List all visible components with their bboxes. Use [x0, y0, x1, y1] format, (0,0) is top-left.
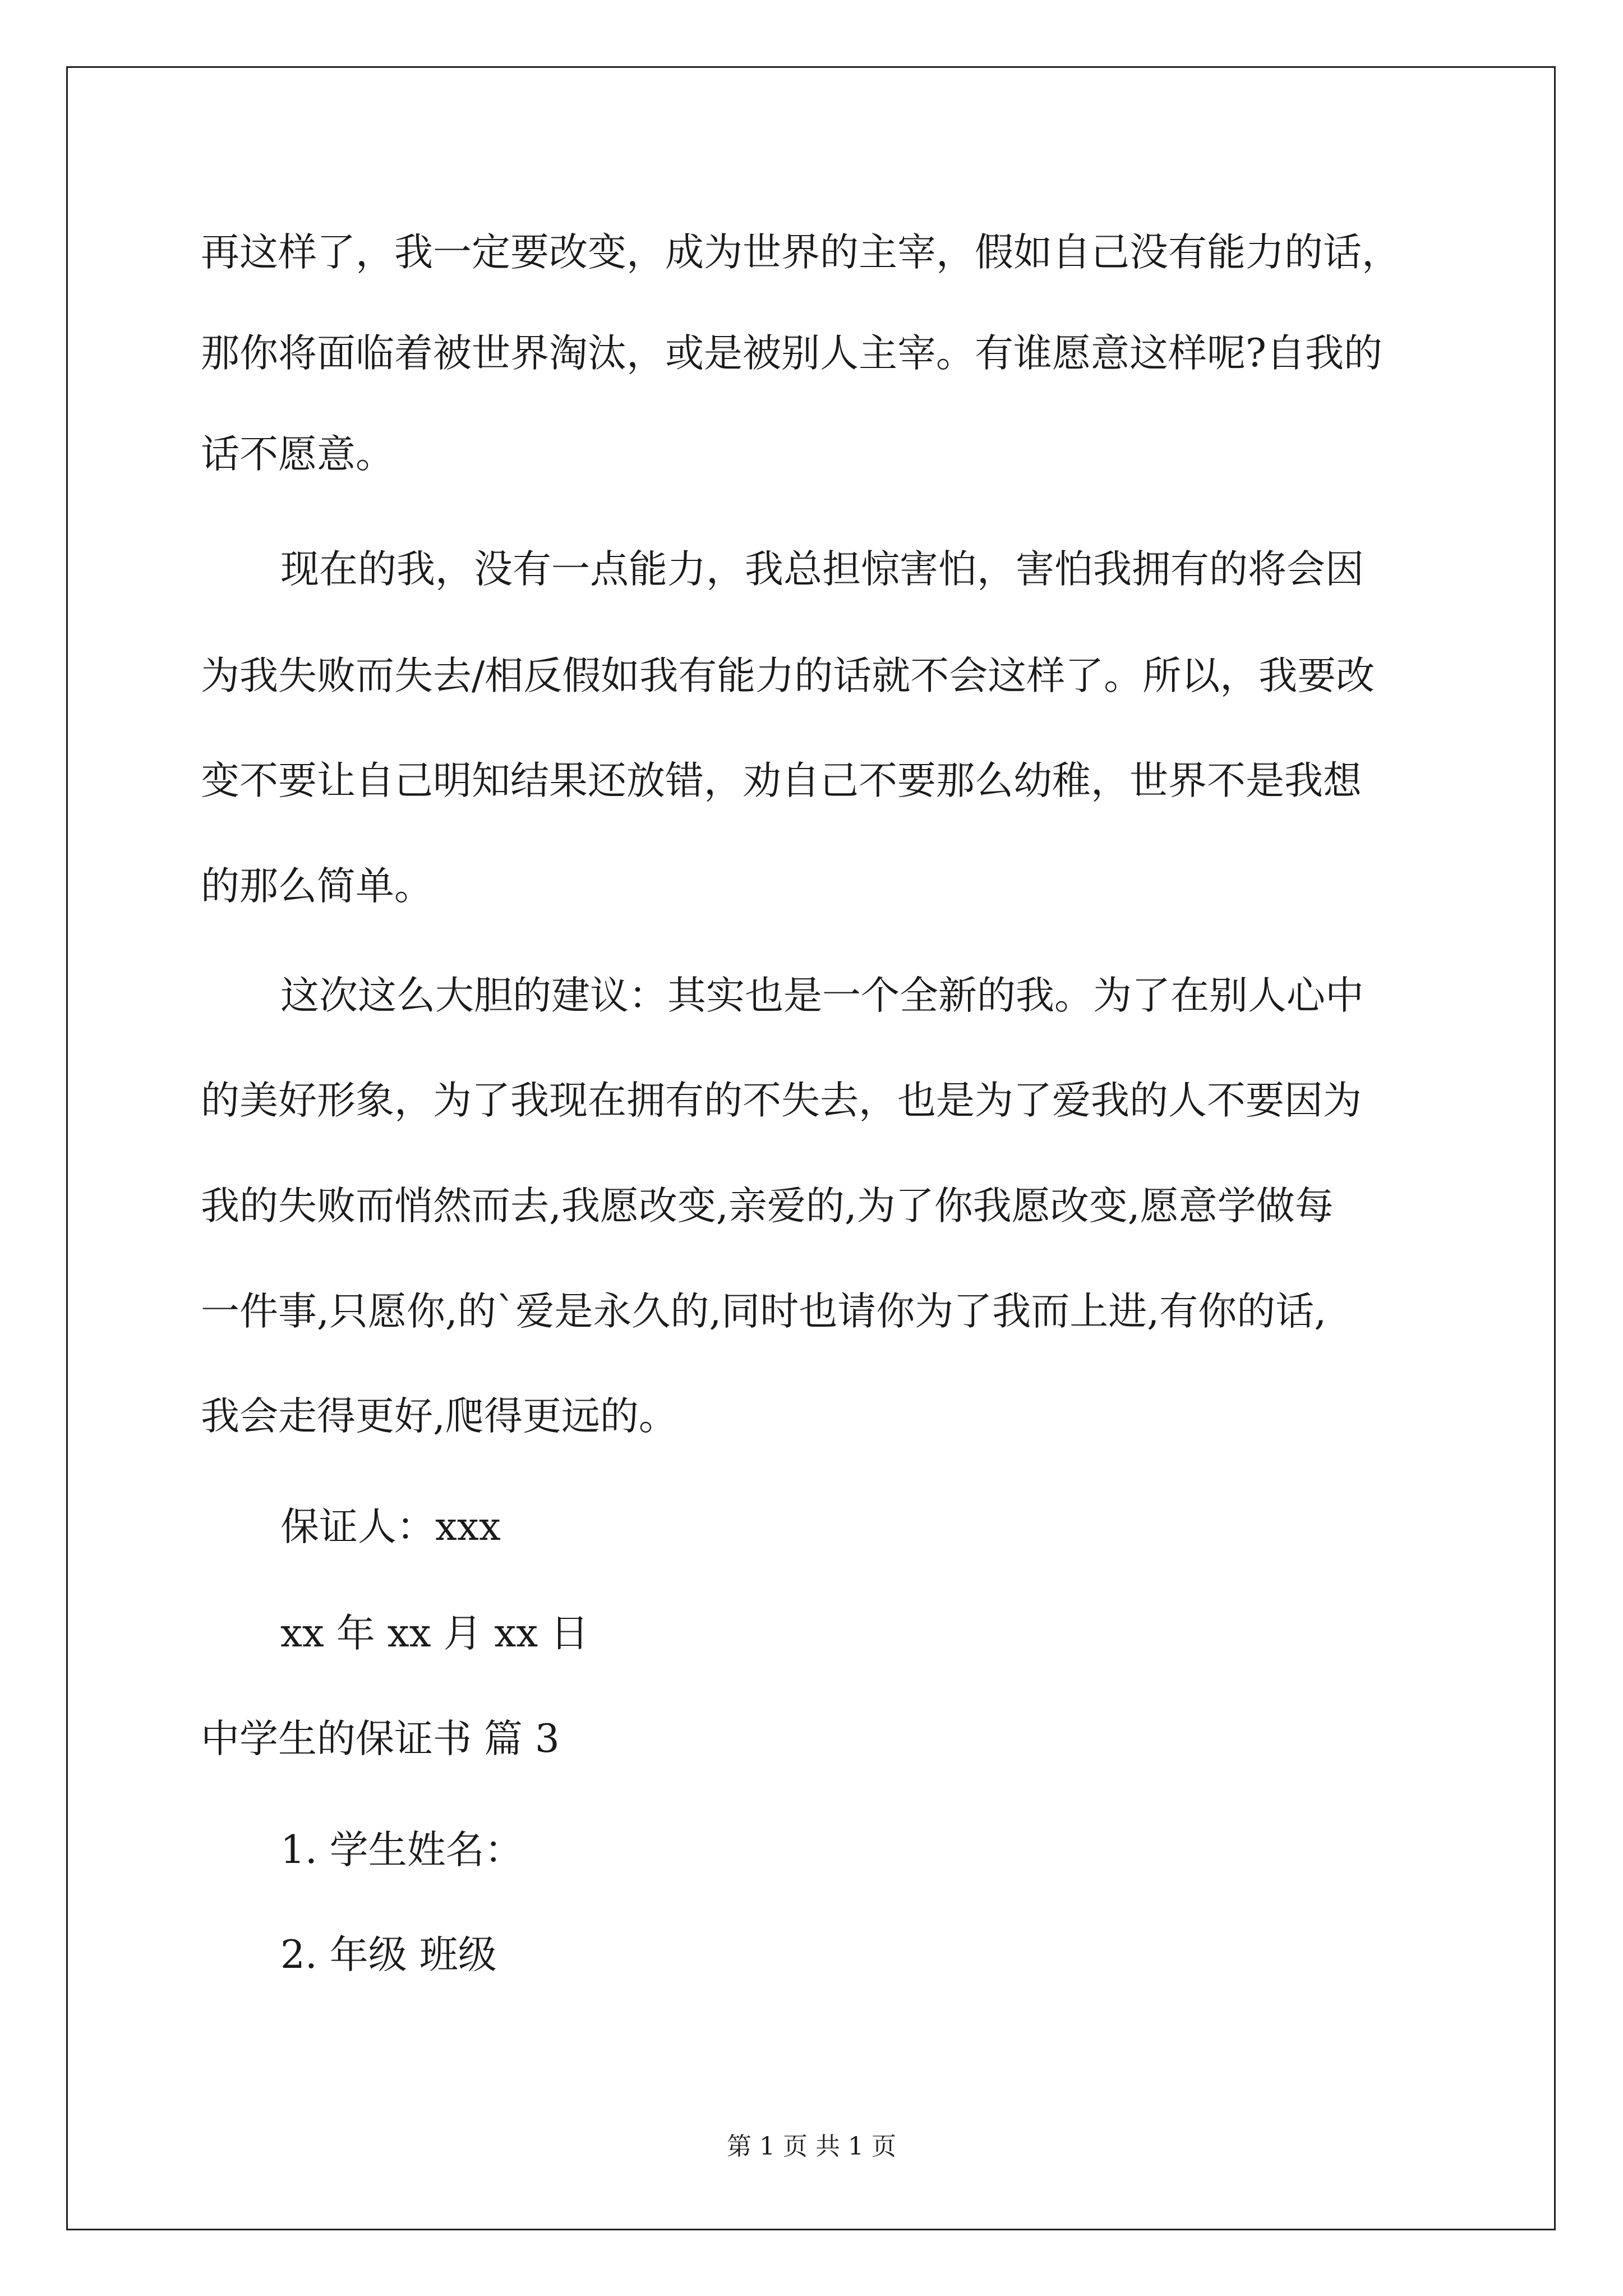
- paragraph-1-line-2: 那你将面临着被世界淘汰，或是被别人主宰。有谁愿意这样呢?自我的: [201, 331, 1382, 376]
- paragraph-3-line-3: 我的失败而悄然而去,我愿改变,亲爱的,为了你我愿改变,愿意学做每: [201, 1184, 1334, 1228]
- section-heading: 中学生的保证书 篇 3: [201, 1717, 560, 1761]
- paragraph-1-line-3: 话不愿意。: [201, 432, 394, 477]
- paragraph-2-line-4: 的那么简单。: [201, 864, 433, 909]
- guarantor-line: 保证人：xxx: [280, 1504, 501, 1549]
- date-line: xx 年 xx 月 xx 日: [280, 1611, 589, 1656]
- paragraph-2-line-1: 现在的我，没有一点能力，我总担惊害怕，害怕我拥有的将会因: [280, 547, 1364, 592]
- paragraph-2-line-3: 变不要让自己明知结果还放错，劝自己不要那么幼稚，世界不是我想: [201, 758, 1362, 803]
- paragraph-2-line-2: 为我失败而失去/相反假如我有能力的话就不会这样了。所以，我要改: [201, 654, 1375, 698]
- page-border: [66, 66, 1556, 2230]
- paragraph-3-line-4: 一件事,只愿你,的`爱是永久的,同时也请你为了我而上进,有你的话,: [201, 1289, 1327, 1334]
- page-footer: 第 1 页 共 1 页: [727, 2132, 896, 2161]
- item-student-name: 1. 学生姓名：: [280, 1828, 523, 1872]
- item-grade-class: 2. 年级 班级: [280, 1932, 497, 1977]
- paragraph-1-line-1: 再这样了，我一定要改变，成为世界的主宰，假如自己没有能力的话，: [201, 230, 1400, 275]
- paragraph-3-line-1: 这次这么大胆的建议：其实也是一个全新的我。为了在别人心中: [280, 973, 1364, 1018]
- paragraph-3-line-2: 的美好形象，为了我现在拥有的不失去，也是为了爱我的人不要因为: [201, 1078, 1362, 1123]
- paragraph-3-line-5: 我会走得更好,爬得更远的。: [201, 1394, 677, 1439]
